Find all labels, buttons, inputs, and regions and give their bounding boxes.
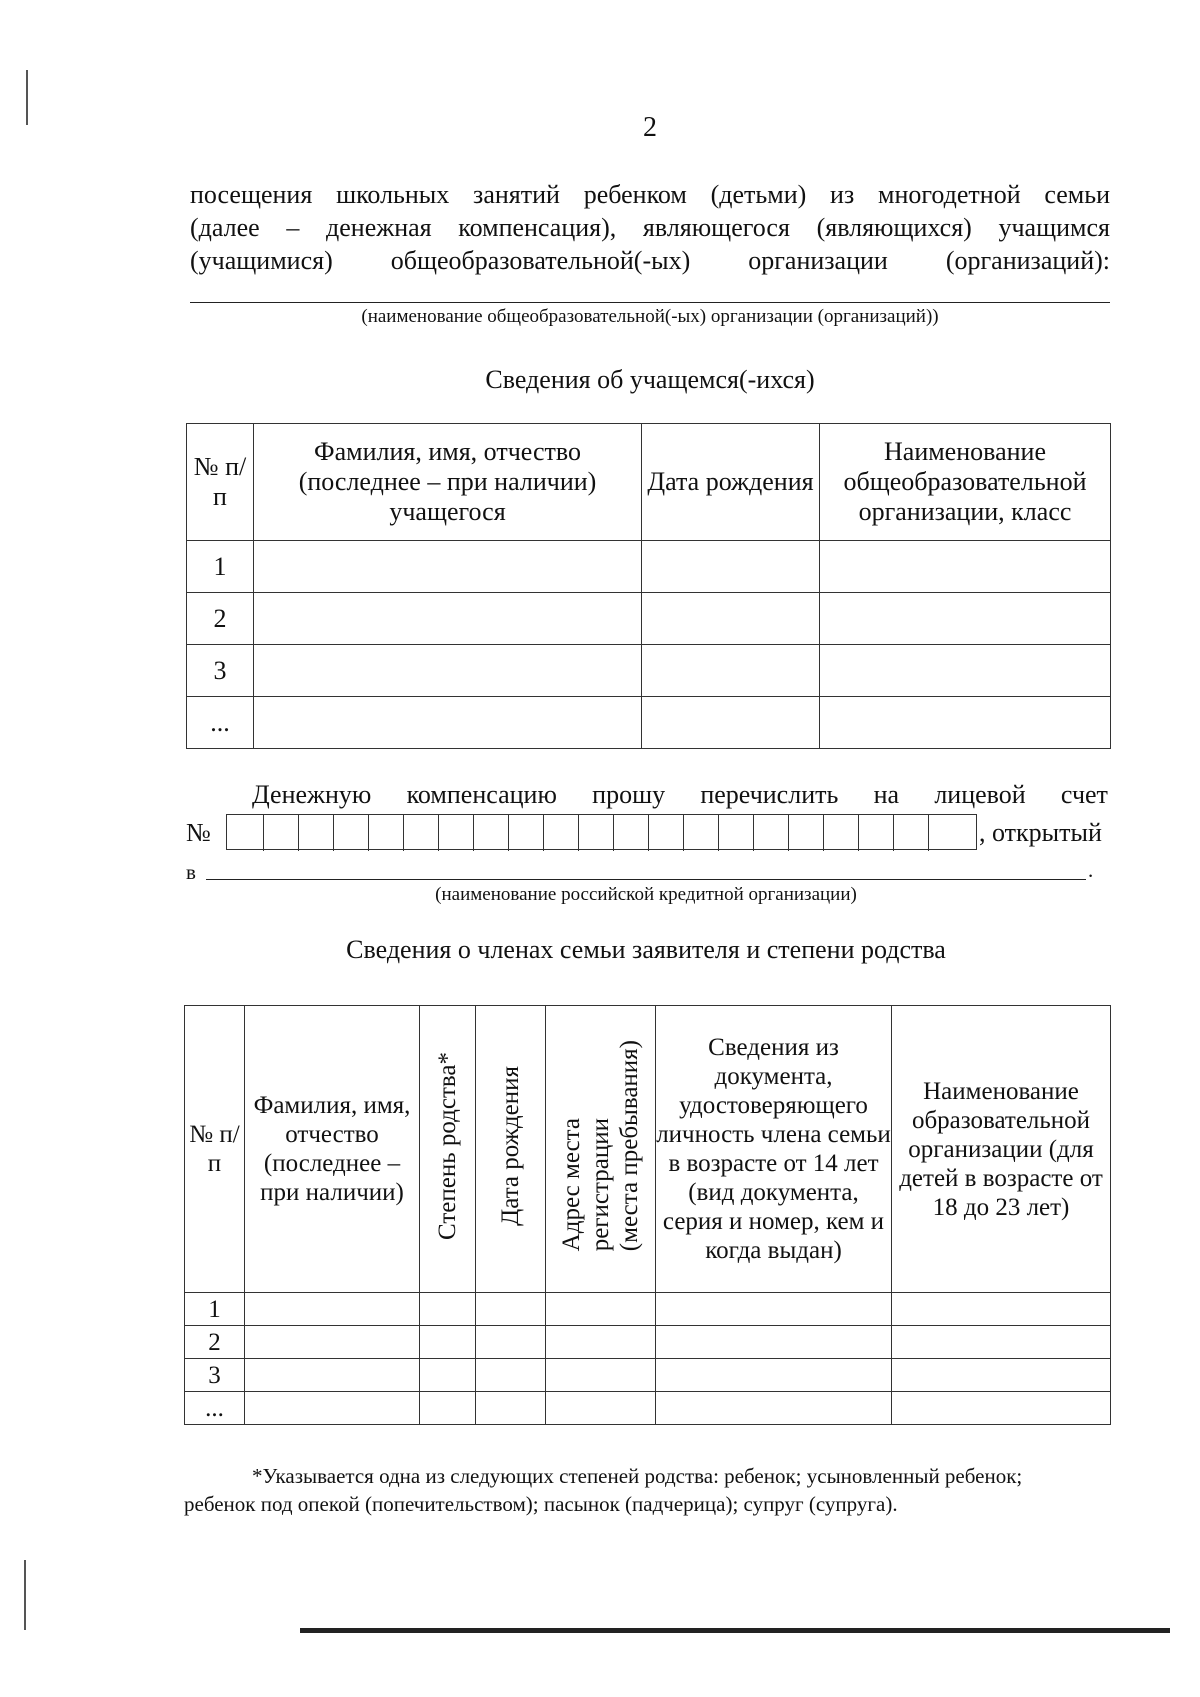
birth-date-cell[interactable]	[642, 645, 820, 697]
member-cell[interactable]	[420, 1293, 476, 1326]
col-header-education-org: Наименование образовательной организации (для детей в возрасте от 18 до 23 лет)	[892, 1006, 1111, 1293]
student-name-cell[interactable]	[254, 593, 642, 645]
row-number: 2	[185, 1326, 245, 1359]
member-cell[interactable]	[420, 1359, 476, 1392]
birth-date-header-text: Дата рождения	[497, 1065, 524, 1226]
table-row	[187, 541, 1111, 593]
school-class-cell[interactable]	[820, 541, 1111, 593]
digit-box[interactable]	[753, 815, 790, 851]
member-cell[interactable]	[892, 1359, 1111, 1392]
birth-date-cell[interactable]	[642, 697, 820, 749]
intro-line: посещения школьных занятий ребенком (детьми) из многодетной семьи	[190, 180, 1110, 209]
member-cell[interactable]	[892, 1293, 1111, 1326]
member-cell[interactable]	[546, 1293, 656, 1326]
row-number: 1	[187, 541, 254, 593]
member-cell[interactable]	[892, 1326, 1111, 1359]
col-header-address	[546, 1006, 656, 1293]
digit-box[interactable]	[333, 815, 370, 851]
birth-date-cell[interactable]	[642, 593, 820, 645]
member-cell[interactable]	[245, 1392, 420, 1425]
org-name-blank-line	[190, 302, 1110, 303]
table-row	[187, 697, 1111, 749]
col-header-relation	[420, 1006, 476, 1293]
account-word: прошу	[592, 780, 666, 809]
digit-box[interactable]	[403, 815, 440, 851]
row-number: 1	[185, 1293, 245, 1326]
member-cell[interactable]	[245, 1359, 420, 1392]
address-header-line: (места пребывания)	[616, 1039, 643, 1252]
member-cell[interactable]	[892, 1392, 1111, 1425]
student-name-cell[interactable]	[254, 697, 642, 749]
student-name-cell[interactable]	[254, 541, 642, 593]
students-section-title: Сведения об учащемся(-ихся)	[485, 365, 815, 394]
page-number: 2	[643, 112, 657, 143]
member-cell[interactable]	[656, 1359, 892, 1392]
digit-box[interactable]	[263, 815, 300, 851]
footnote-line: ребенок под опекой (попечительством); пасынок (падчерица); супруг (супруга).	[184, 1492, 898, 1516]
digit-box[interactable]	[858, 815, 895, 851]
member-cell[interactable]	[476, 1293, 546, 1326]
family-section-title: Сведения о членах семьи заявителя и степени родства	[346, 935, 946, 964]
account-request-line	[252, 780, 1108, 810]
col-header-member-name: Фамилия, имя, отчество (последнее – при наличии)	[245, 1006, 420, 1293]
digit-box[interactable]	[543, 815, 580, 851]
row-number: ...	[185, 1392, 245, 1425]
col-header-number: № п/п	[187, 424, 254, 541]
org-name-caption: (наименование общеобразовательной(-ых) организации (организаций))	[361, 306, 939, 327]
bank-name-blank-line[interactable]	[206, 879, 1086, 880]
digit-box[interactable]	[508, 815, 545, 851]
relation-header-text: Степень родства*	[434, 1051, 461, 1240]
scan-edge-line	[24, 1560, 26, 1630]
school-class-cell[interactable]	[820, 697, 1111, 749]
col-header-birth-date: Дата рождения	[642, 424, 820, 541]
member-cell[interactable]	[476, 1359, 546, 1392]
address-header-line: Адрес места	[558, 1117, 585, 1252]
col-header-number: № п/п	[185, 1006, 245, 1293]
digit-box[interactable]	[683, 815, 720, 851]
account-word: компенсацию	[406, 780, 557, 809]
account-number-boxes[interactable]	[226, 814, 977, 850]
col-header-identity-document: Сведения из документа, удостоверяющего личность члена семьи в возрасте от 14 лет (вид документа, серия и номер, кем и когда выдан)	[656, 1006, 892, 1293]
table-row	[187, 593, 1111, 645]
table-row	[185, 1392, 1111, 1425]
member-cell[interactable]	[656, 1326, 892, 1359]
table-row	[185, 1326, 1111, 1359]
account-in-label: в	[186, 860, 196, 884]
family-table	[184, 1005, 1111, 1425]
digit-box[interactable]	[368, 815, 405, 851]
account-number-label: №	[186, 818, 211, 847]
digit-box[interactable]	[473, 815, 510, 851]
digit-box[interactable]	[823, 815, 860, 851]
member-cell[interactable]	[546, 1359, 656, 1392]
member-cell[interactable]	[656, 1392, 892, 1425]
digit-box[interactable]	[438, 815, 475, 851]
member-cell[interactable]	[476, 1392, 546, 1425]
intro-line: (учащимися) общеобразовательной(-ых) организации (организаций):	[190, 246, 1110, 275]
students-table	[186, 423, 1111, 749]
member-cell[interactable]	[245, 1293, 420, 1326]
row-number: ...	[187, 697, 254, 749]
address-header-line: регистрации	[587, 1117, 614, 1252]
digit-box[interactable]	[578, 815, 615, 851]
account-word: счет	[1060, 780, 1108, 809]
intro-paragraph	[190, 178, 1110, 277]
birth-date-cell[interactable]	[642, 541, 820, 593]
row-number: 3	[185, 1359, 245, 1392]
account-word: на	[873, 780, 900, 809]
digit-box[interactable]	[648, 815, 685, 851]
table-row	[185, 1293, 1111, 1326]
school-class-cell[interactable]	[820, 645, 1111, 697]
student-name-cell[interactable]	[254, 645, 642, 697]
member-cell[interactable]	[476, 1326, 546, 1359]
digit-box[interactable]	[298, 815, 335, 851]
member-cell[interactable]	[420, 1392, 476, 1425]
intro-line: (далее – денежная компенсация), являющегося (являющихся) учащимся	[190, 213, 1110, 242]
member-cell[interactable]	[245, 1326, 420, 1359]
member-cell[interactable]	[546, 1392, 656, 1425]
col-header-birth-date	[476, 1006, 546, 1293]
col-header-student-name: Фамилия, имя, отчество (последнее – при наличии) учащегося	[254, 424, 642, 541]
table-row	[185, 1359, 1111, 1392]
account-word: Денежную	[252, 780, 372, 809]
digit-box[interactable]	[788, 815, 825, 851]
footnote-line: *Указывается одна из следующих степеней родства: ребенок; усыновленный ребенок;	[252, 1464, 1023, 1488]
digit-box[interactable]	[928, 815, 965, 851]
scan-bottom-line	[300, 1628, 1170, 1633]
member-cell[interactable]	[420, 1326, 476, 1359]
school-class-cell[interactable]	[820, 593, 1111, 645]
table-row	[187, 645, 1111, 697]
bank-line-dot: .	[1088, 858, 1094, 882]
row-number: 2	[187, 593, 254, 645]
account-word: перечислить	[700, 780, 839, 809]
bank-name-caption: (наименование российской кредитной организации)	[435, 884, 857, 905]
account-opened-label: , открытый	[979, 818, 1102, 847]
digit-box[interactable]	[718, 815, 755, 851]
col-header-school-class: Наименование общеобразовательной организации, класс	[820, 424, 1111, 541]
member-cell[interactable]	[546, 1326, 656, 1359]
account-word: лицевой	[934, 780, 1026, 809]
digit-box[interactable]	[613, 815, 650, 851]
digit-box[interactable]	[893, 815, 930, 851]
member-cell[interactable]	[656, 1293, 892, 1326]
row-number: 3	[187, 645, 254, 697]
